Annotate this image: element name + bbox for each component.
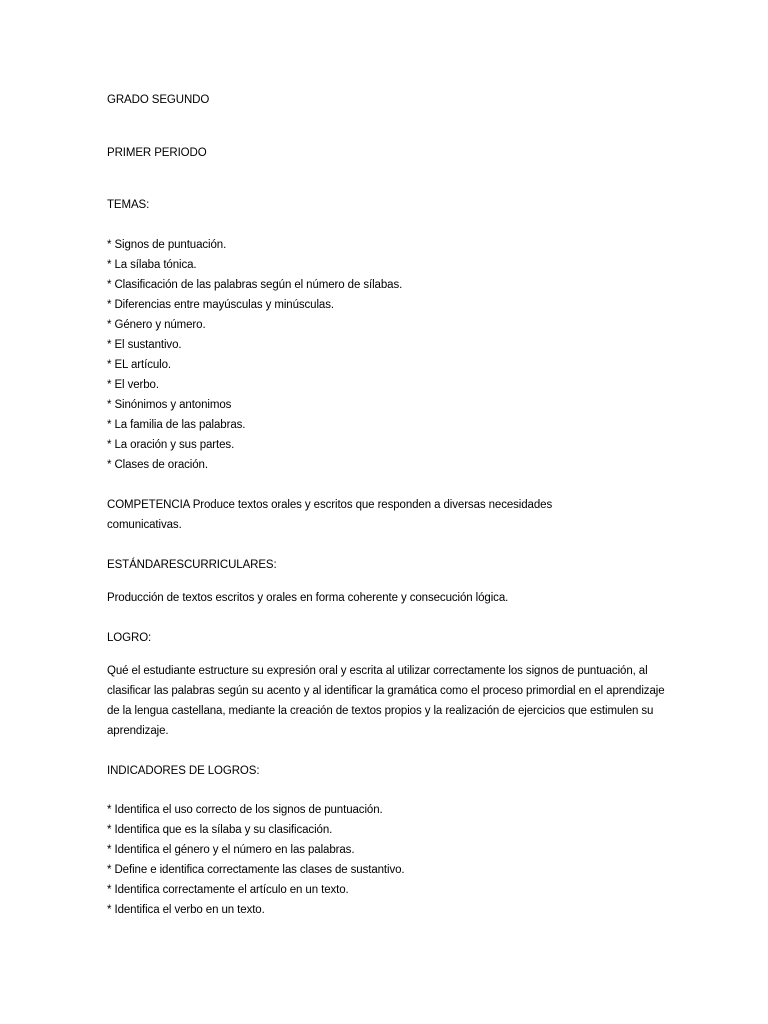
list-item: * El verbo.	[107, 379, 159, 391]
list-item: * EL artículo.	[107, 359, 172, 371]
topics-list	[107, 235, 402, 475]
standards-paragraph: Producción de textos escritos y orales en forma coherente y consecución lógica.	[107, 592, 509, 604]
list-item: * Define e identifica correctamente las clases de sustantivo.	[107, 864, 405, 876]
list-item: * Identifica el uso correcto de los signos de puntuación.	[107, 804, 383, 816]
achievement-paragraph: Qué el estudiante estructure su expresión oral y escrita al utilizar correctamente los signos de puntuación, al clasificar las palabras según su acento y al identificar la gramática como el proceso primordial en el aprendizaje de la lengua castellana, mediante la creación de textos propios y la realización de ejercicios que estimulen su aprendizaje.	[107, 665, 665, 737]
list-item: * Diferencias entre mayúsculas y minúsculas.	[107, 299, 334, 311]
list-item: * Identifica que es la sílaba y su clasificación.	[107, 824, 333, 836]
list-item: * La oración y sus partes.	[107, 439, 235, 451]
list-item: * Identifica correctamente el artículo en un texto.	[107, 884, 349, 896]
list-item: * La familia de las palabras.	[107, 419, 246, 431]
indicators-list	[107, 800, 405, 920]
period-heading: PRIMER PERIODO	[107, 147, 207, 159]
list-item: * Identifica el verbo en un texto.	[107, 904, 265, 916]
topics-heading: TEMAS:	[107, 199, 150, 211]
list-item: * Clasificación de las palabras según el número de sílabas.	[107, 279, 403, 291]
list-item: * Identifica el género y el número en las palabras.	[107, 844, 355, 856]
list-item: * La sílaba tónica.	[107, 259, 197, 271]
standards-heading: ESTÁNDARESCURRICULARES:	[107, 559, 277, 571]
list-item: * Clases de oración.	[107, 459, 208, 471]
competence-paragraph: COMPETENCIA Produce textos orales y escritos que responden a diversas necesidades comunicativas.	[107, 499, 553, 531]
grade-heading: GRADO SEGUNDO	[107, 94, 210, 106]
indicators-heading: INDICADORES DE LOGROS:	[107, 765, 260, 777]
achievement-heading: LOGRO:	[107, 632, 152, 644]
list-item: * Sinónimos y antonimos	[107, 399, 232, 411]
list-item: * Signos de puntuación.	[107, 239, 227, 251]
list-item: * Género y número.	[107, 319, 206, 331]
list-item: * El sustantivo.	[107, 339, 182, 351]
